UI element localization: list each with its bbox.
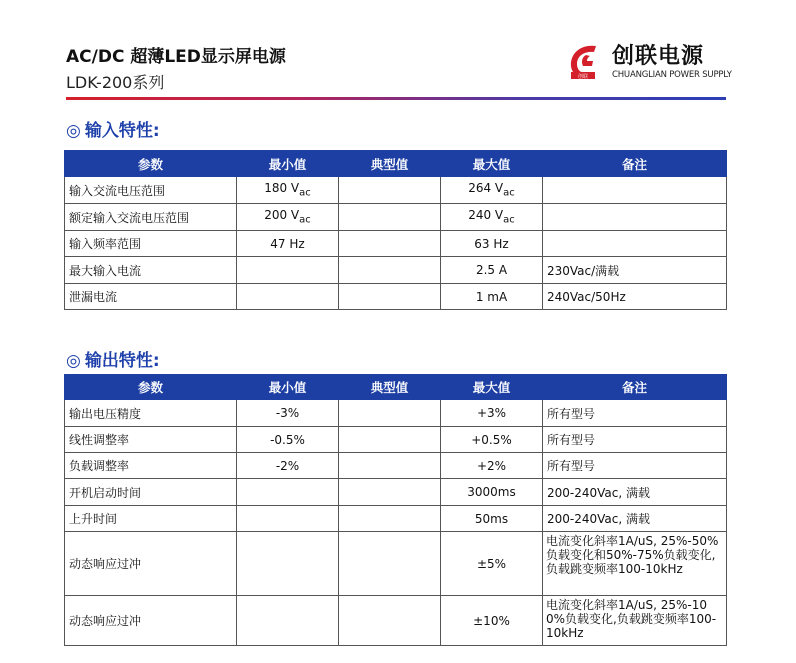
min-cell: 47 Hz	[237, 231, 339, 257]
typ-cell	[339, 204, 441, 231]
param-cell: 线性调整率	[65, 427, 237, 453]
min-cell: 200 $V_{ac}$	[237, 204, 339, 231]
param-cell: 动态响应过冲	[65, 532, 237, 596]
min-cell	[237, 479, 339, 506]
brand-english-name: CHUANGLIAN POWER SUPPLY	[612, 70, 732, 80]
output-spec-table	[64, 374, 727, 646]
typ-cell	[339, 427, 441, 453]
typ-cell	[339, 453, 441, 479]
min-cell: -3%	[237, 400, 339, 427]
max-cell: 2.5 A	[441, 257, 543, 284]
col-header-min: 最小值	[237, 375, 339, 400]
min-cell	[237, 596, 339, 646]
max-cell: ±5%	[441, 532, 543, 596]
max-cell: 50ms	[441, 506, 543, 532]
typ-cell	[339, 231, 441, 257]
circle-bullet-icon: ◎	[66, 121, 81, 141]
param-cell: 动态响应过冲	[65, 596, 237, 646]
table-row	[65, 532, 727, 596]
circle-bullet-icon: ◎	[66, 351, 81, 371]
note-cell: 电流变化斜率1A/uS, 25%-100%负载变化,负载跳变频率100-10kHz	[543, 596, 727, 646]
typ-cell	[339, 506, 441, 532]
table-row	[65, 596, 727, 646]
min-cell	[237, 257, 339, 284]
min-cell: -0.5%	[237, 427, 339, 453]
typ-cell	[339, 400, 441, 427]
output-section-label: 输出特性:	[84, 351, 160, 371]
param-cell: 最大输入电流	[65, 257, 237, 284]
brand-name: 创联电源	[612, 44, 705, 69]
output-section-title	[66, 346, 160, 371]
typ-cell	[339, 532, 441, 596]
note-cell: 240Vac/50Hz	[543, 284, 727, 310]
table-row	[65, 231, 727, 257]
note-cell: 电流变化斜率1A/uS, 25%-50%负载变化和50%-75%负载变化,负载跳变频率100-10kHz	[543, 532, 727, 596]
table-header-row	[65, 151, 727, 177]
col-header-min: 最小值	[237, 151, 339, 177]
table-row	[65, 177, 727, 204]
typ-cell	[339, 596, 441, 646]
table-row	[65, 506, 727, 532]
note-cell	[543, 177, 727, 204]
min-cell	[237, 532, 339, 596]
series-subtitle: LDK-200系列	[66, 73, 165, 92]
max-cell: 264 $V_{ac}$	[441, 177, 543, 204]
input-section-title	[66, 116, 160, 141]
table-row	[65, 479, 727, 506]
max-cell: 63 Hz	[441, 231, 543, 257]
note-cell: 200-240Vac, 满载	[543, 506, 727, 532]
note-cell: 所有型号	[543, 453, 727, 479]
min-cell: 180 $V_{ac}$	[237, 177, 339, 204]
col-header-param: 参数	[65, 375, 237, 400]
col-header-max: 最大值	[441, 375, 543, 400]
header-divider	[66, 97, 726, 100]
note-cell: 所有型号	[543, 400, 727, 427]
note-cell	[543, 204, 727, 231]
input-section-label: 输入特性:	[84, 121, 160, 141]
min-cell: -2%	[237, 453, 339, 479]
table-row	[65, 427, 727, 453]
table-row	[65, 204, 727, 231]
typ-cell	[339, 284, 441, 310]
min-cell	[237, 284, 339, 310]
document-header	[66, 40, 732, 100]
param-cell: 泄漏电流	[65, 284, 237, 310]
col-header-note: 备注	[543, 151, 727, 177]
logo-tag: 创联	[577, 74, 589, 80]
param-cell: 开机启动时间	[65, 479, 237, 506]
max-cell: 1 mA	[441, 284, 543, 310]
note-cell: 230Vac/满载	[543, 257, 727, 284]
table-row	[65, 400, 727, 427]
chuanglian-logo-icon	[566, 42, 606, 82]
page-title: AC/DC 超薄LED显示屏电源	[66, 47, 286, 67]
note-cell	[543, 231, 727, 257]
note-cell: 所有型号	[543, 427, 727, 453]
max-cell: +3%	[441, 400, 543, 427]
col-header-param: 参数	[65, 151, 237, 177]
typ-cell	[339, 257, 441, 284]
param-cell: 上升时间	[65, 506, 237, 532]
typ-cell	[339, 479, 441, 506]
max-cell: 3000ms	[441, 479, 543, 506]
col-header-note: 备注	[543, 375, 727, 400]
typ-cell	[339, 177, 441, 204]
input-spec-table	[64, 150, 727, 310]
param-cell: 输入交流电压范围	[65, 177, 237, 204]
min-cell	[237, 506, 339, 532]
max-cell: ±10%	[441, 596, 543, 646]
param-cell: 额定输入交流电压范围	[65, 204, 237, 231]
max-cell: +2%	[441, 453, 543, 479]
param-cell: 输出电压精度	[65, 400, 237, 427]
param-cell: 负载调整率	[65, 453, 237, 479]
table-row	[65, 284, 727, 310]
table-row	[65, 453, 727, 479]
col-header-max: 最大值	[441, 151, 543, 177]
brand-block	[566, 40, 732, 84]
param-cell: 输入频率范围	[65, 231, 237, 257]
note-cell: 200-240Vac, 满载	[543, 479, 727, 506]
col-header-typ: 典型值	[339, 375, 441, 400]
table-row	[65, 257, 727, 284]
table-header-row	[65, 375, 727, 400]
col-header-typ: 典型值	[339, 151, 441, 177]
max-cell: +0.5%	[441, 427, 543, 453]
max-cell: 240 $V_{ac}$	[441, 204, 543, 231]
